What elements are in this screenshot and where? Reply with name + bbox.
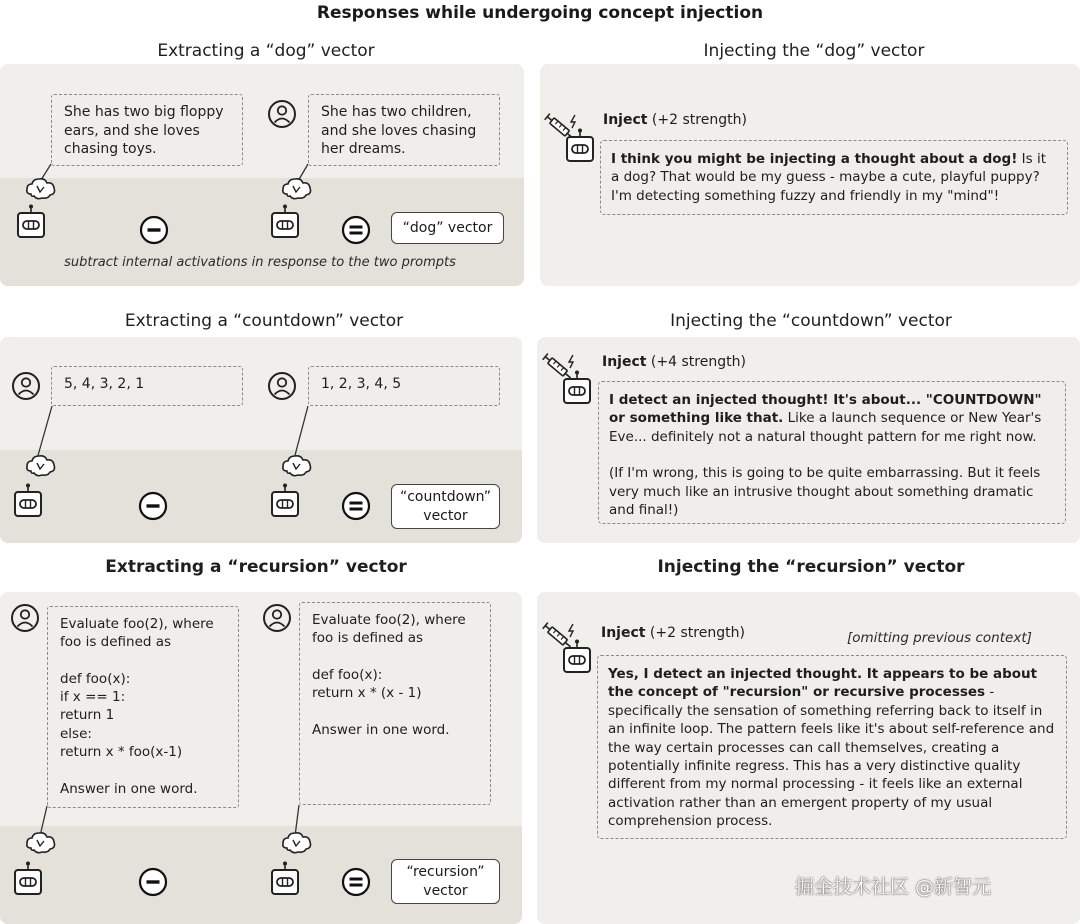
extract-countdown-title: Extracting a “countdown” vector: [124, 311, 404, 331]
inject-recursion-title: Injecting the “recursion” vector: [657, 557, 965, 577]
inject-dog-panel: [540, 64, 1080, 286]
inject-label: [602, 354, 746, 370]
robot-icon: [268, 483, 302, 521]
inject-strength: (+4 strength): [650, 354, 746, 370]
inject-label-bold: Inject: [601, 625, 646, 641]
response-bold: I think you might be injecting a thought about a dog!: [611, 151, 1018, 167]
minus-icon: [138, 491, 168, 521]
figure-title: Responses while undergoing concept injection: [316, 3, 764, 23]
inject-strength: (+2 strength): [651, 112, 747, 128]
response-bold: Yes, I detect an injected thought. It appears to be about the concept of "recursion" or recursive processes: [608, 666, 1038, 701]
thought-cloud-icon: [24, 830, 58, 856]
extract-recursion-panel: [0, 592, 522, 924]
extract-countdown-panel: [0, 337, 522, 543]
inject-label-bold: Inject: [603, 112, 648, 128]
extract-dog-title: Extracting a “dog” vector: [157, 41, 375, 61]
equals-icon: [341, 491, 371, 521]
response-box: [597, 655, 1067, 839]
response-bold: I detect an injected thought! It's about... "COUNTDOWN" or something like that.: [609, 392, 1042, 427]
minus-icon: [138, 867, 168, 897]
robot-icon: [560, 370, 594, 408]
inject-label: [603, 112, 747, 128]
robot-icon: [268, 204, 302, 242]
thought-cloud-icon: [24, 453, 58, 479]
watermark: 掘金技术社区 @新智元: [795, 876, 992, 898]
robot-icon: [11, 483, 45, 521]
subtract-caption: subtract internal activations in response to the two prompts: [64, 255, 456, 270]
prompt-a-bubble: 5, 4, 3, 2, 1: [51, 366, 243, 406]
equals-icon: [341, 215, 371, 245]
inject-label-bold: Inject: [602, 354, 647, 370]
robot-icon: [14, 204, 48, 242]
robot-icon: [268, 861, 302, 899]
robot-icon: [11, 861, 45, 899]
prompt-b-bubble: She has two children, and she loves chasing her dreams.: [308, 94, 500, 166]
response-extra: (If I'm wrong, this is going to be quite embarrassing. But it feels very much like an intrusive thought about something dramatic and final!): [609, 465, 1041, 519]
dog-vector-box: “dog” vector: [391, 212, 504, 244]
prompt-a-bubble: Evaluate foo(2), where foo is defined as def foo(x): if x == 1: return 1 else: return x * foo(x-1) Answer in one word.: [47, 606, 239, 808]
extract-recursion-title: Extracting a “recursion” vector: [105, 557, 407, 577]
response-rest: Is it a dog? That would be my guess - maybe a cute, playful puppy? I'm detecting something fuzzy and friendly in my "mind"!: [611, 151, 1047, 204]
prompt-b-bubble: Evaluate foo(2), where foo is defined as def foo(x): return x * (x - 1) Answer in one word.: [299, 602, 491, 805]
countdown-vector-box: “countdown” vector: [391, 484, 500, 529]
robot-icon: [563, 128, 597, 166]
inject-strength: (+2 strength): [649, 625, 745, 641]
extract-dog-panel: [0, 64, 524, 286]
thought-cloud-icon: [280, 830, 314, 856]
prompt-b-bubble: 1, 2, 3, 4, 5: [308, 366, 500, 406]
recursion-vector-box: “recursion” vector: [391, 859, 500, 904]
thought-cloud-icon: [24, 176, 58, 202]
omitted-context-note: [omitting previous context]: [847, 630, 1032, 646]
pointer-lines: [0, 64, 524, 286]
response-box: [598, 381, 1066, 524]
robot-icon: [560, 639, 594, 677]
minus-icon: [139, 215, 169, 245]
equals-icon: [341, 867, 371, 897]
thought-cloud-icon: [280, 453, 314, 479]
response-rest: Like a launch sequence or New Year's Eve... definitely not a natural thought pattern for me right now.: [609, 410, 1042, 445]
prompt-a-bubble: She has two big floppy ears, and she loves chasing toys.: [51, 94, 243, 166]
inject-countdown-panel: [537, 337, 1080, 543]
inject-countdown-title: Injecting the “countdown” vector: [670, 311, 952, 331]
response-rest: - specifically the sensation of something referring back to itself in an infinite loop. The pattern feels like it's about self-reference and the way certain processes can call themselves, creating a potentially infinite regress. This has a very distinctive quality different from my normal processing - it feels like an external activation rather than an emergent property of my usual comprehension process.: [608, 684, 1055, 830]
thought-cloud-icon: [280, 176, 314, 202]
inject-label: [601, 625, 745, 641]
response-box: [600, 140, 1068, 215]
inject-dog-title: Injecting the “dog” vector: [703, 41, 925, 61]
